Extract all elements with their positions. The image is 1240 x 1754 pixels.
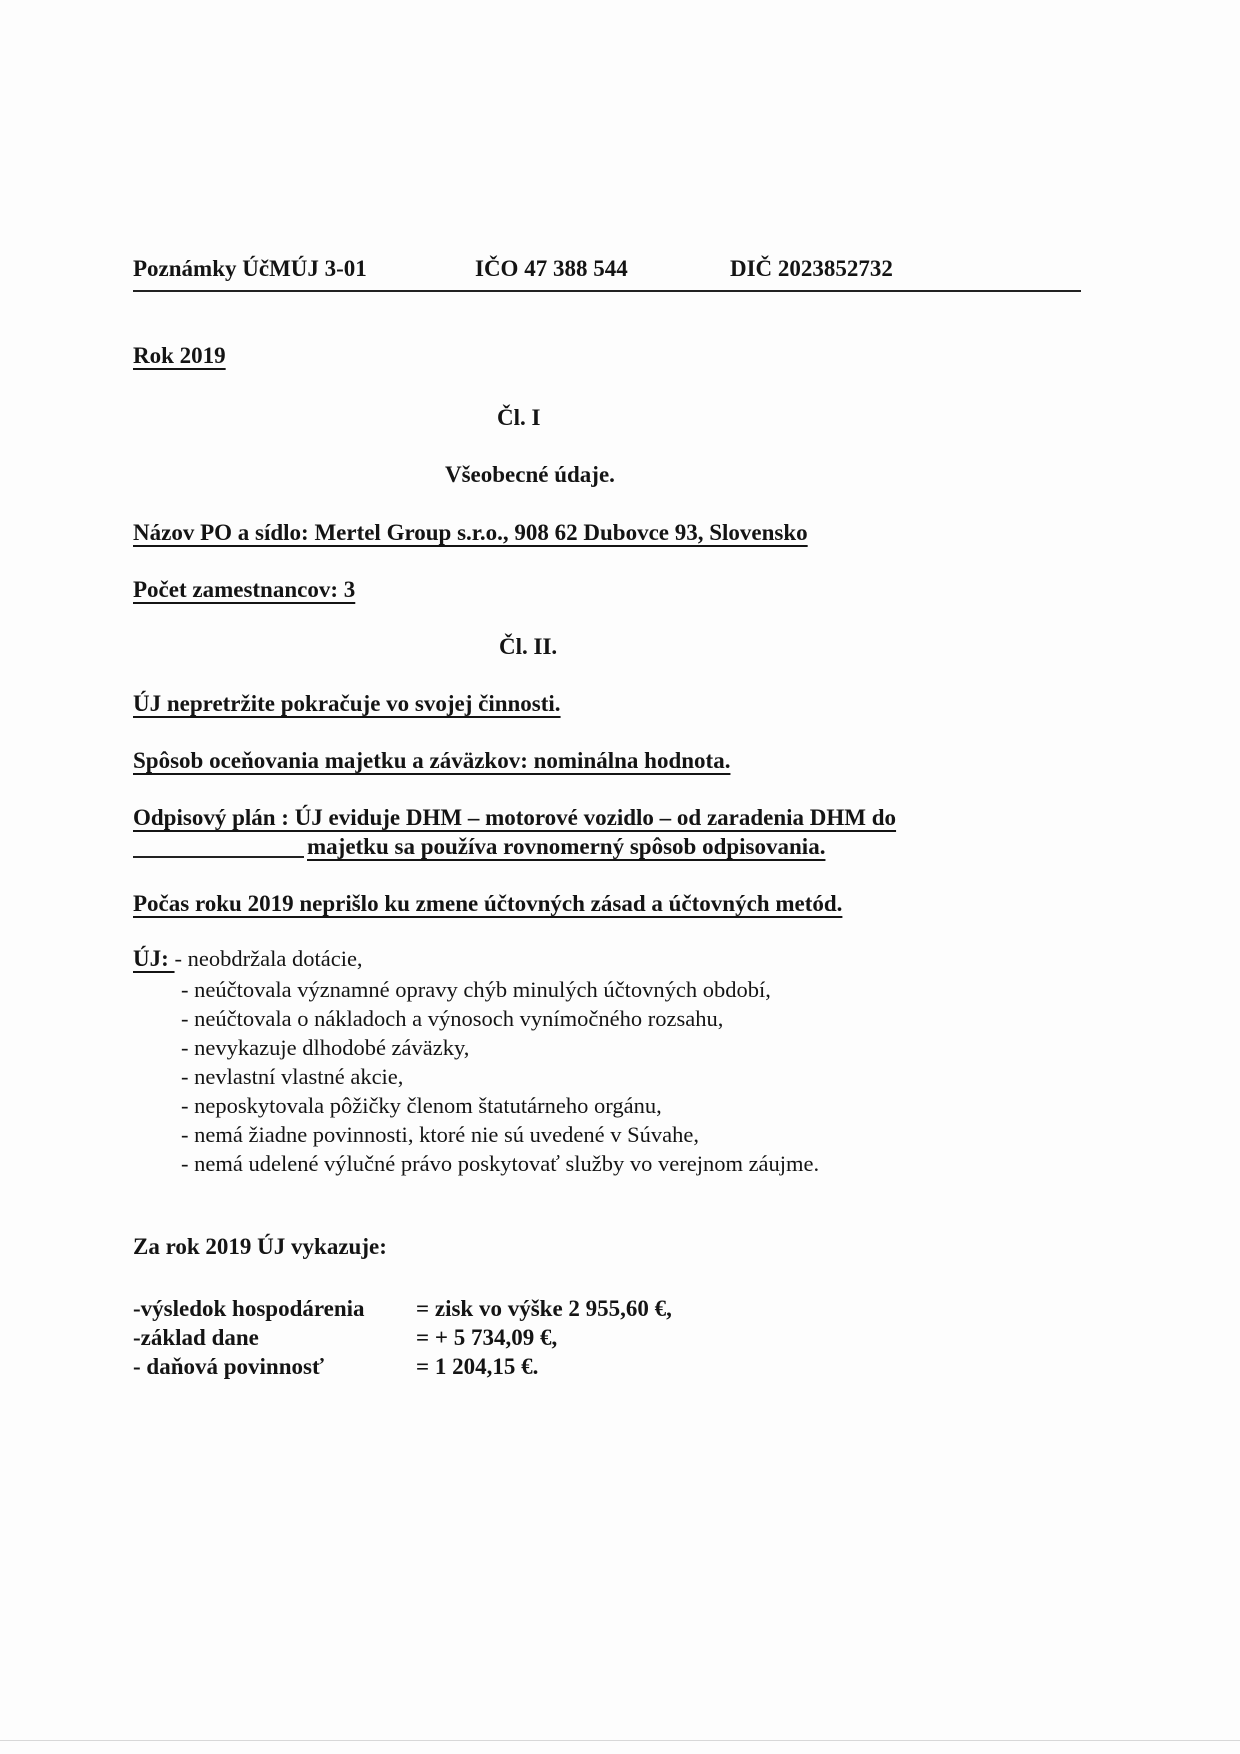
summary-row-profit	[133, 1294, 672, 1323]
accounting-policy-statement: Počas roku 2019 neprišlo ku zmene účtovných zásad a účtovných metód.	[133, 891, 843, 916]
list-item: - neúčtovala významné opravy chýb minulých účtovných období,	[181, 977, 771, 1002]
year-heading: Rok 2019	[133, 343, 226, 368]
continuity-statement: ÚJ nepretržite pokračuje vo svojej činnosti.	[133, 691, 561, 716]
list-item: - nemá žiadne povinnosti, ktoré nie sú uvedené v Súvahe,	[181, 1122, 699, 1147]
article-2-number: Čl. II.	[499, 634, 558, 659]
summary-label: -výsledok hospodárenia	[133, 1296, 365, 1321]
notes-title: Poznámky ÚčMÚJ 3-01	[133, 256, 367, 281]
company-info: Názov PO a sídlo: Mertel Group s.r.o., 908 62 Dubovce 93, Slovensko	[133, 520, 808, 545]
scan-edge	[0, 1740, 1240, 1741]
list-item: - neposkytovala pôžičky členom štatutárneho orgánu,	[181, 1093, 662, 1118]
uj-statement	[133, 946, 363, 972]
uj-first-item: - neobdržala dotácie,	[174, 946, 363, 971]
depreciation-plan-line-2: majetku sa používa rovnomerný spôsob odpisovania.	[307, 834, 826, 859]
employee-count: Počet zamestnancov: 3	[133, 577, 356, 602]
list-item: - neúčtovala o nákladoch a výnosoch vynímočného rozsahu,	[181, 1006, 724, 1031]
summary-heading: Za rok 2019 ÚJ vykazuje:	[133, 1234, 387, 1259]
summary-label: - daňová povinnosť	[133, 1354, 324, 1379]
depreciation-rule	[133, 856, 304, 858]
list-item: - nevlastní vlastné akcie,	[181, 1064, 404, 1089]
summary-value: = zisk vo výške 2 955,60 €,	[416, 1296, 672, 1321]
uj-label: ÚJ:	[133, 946, 175, 971]
list-item: - nemá udelené výlučné právo poskytovať služby vo verejnom záujme.	[181, 1151, 820, 1176]
uj-declarations-list	[181, 975, 819, 1178]
valuation-method: Spôsob oceňovania majetku a záväzkov: nominálna hodnota.	[133, 748, 731, 773]
summary-label: -základ dane	[133, 1325, 259, 1350]
summary-value: = 1 204,15 €.	[416, 1354, 539, 1379]
list-item: - nevykazuje dlhodobé záväzky,	[181, 1035, 470, 1060]
financial-summary	[133, 1294, 672, 1381]
ico-number: IČO 47 388 544	[475, 256, 628, 281]
article-1-number: Čl. I	[497, 405, 541, 430]
header-rule	[133, 290, 1081, 292]
article-1-title: Všeobecné údaje.	[445, 462, 615, 487]
summary-row-tax-base	[133, 1323, 672, 1352]
summary-row-tax-liability	[133, 1352, 672, 1381]
dic-number: DIČ 2023852732	[730, 256, 893, 281]
depreciation-plan-line-1: Odpisový plán : ÚJ eviduje DHM – motorové vozidlo – od zaradenia DHM do	[133, 805, 897, 830]
summary-value: = + 5 734,09 €,	[416, 1325, 558, 1350]
